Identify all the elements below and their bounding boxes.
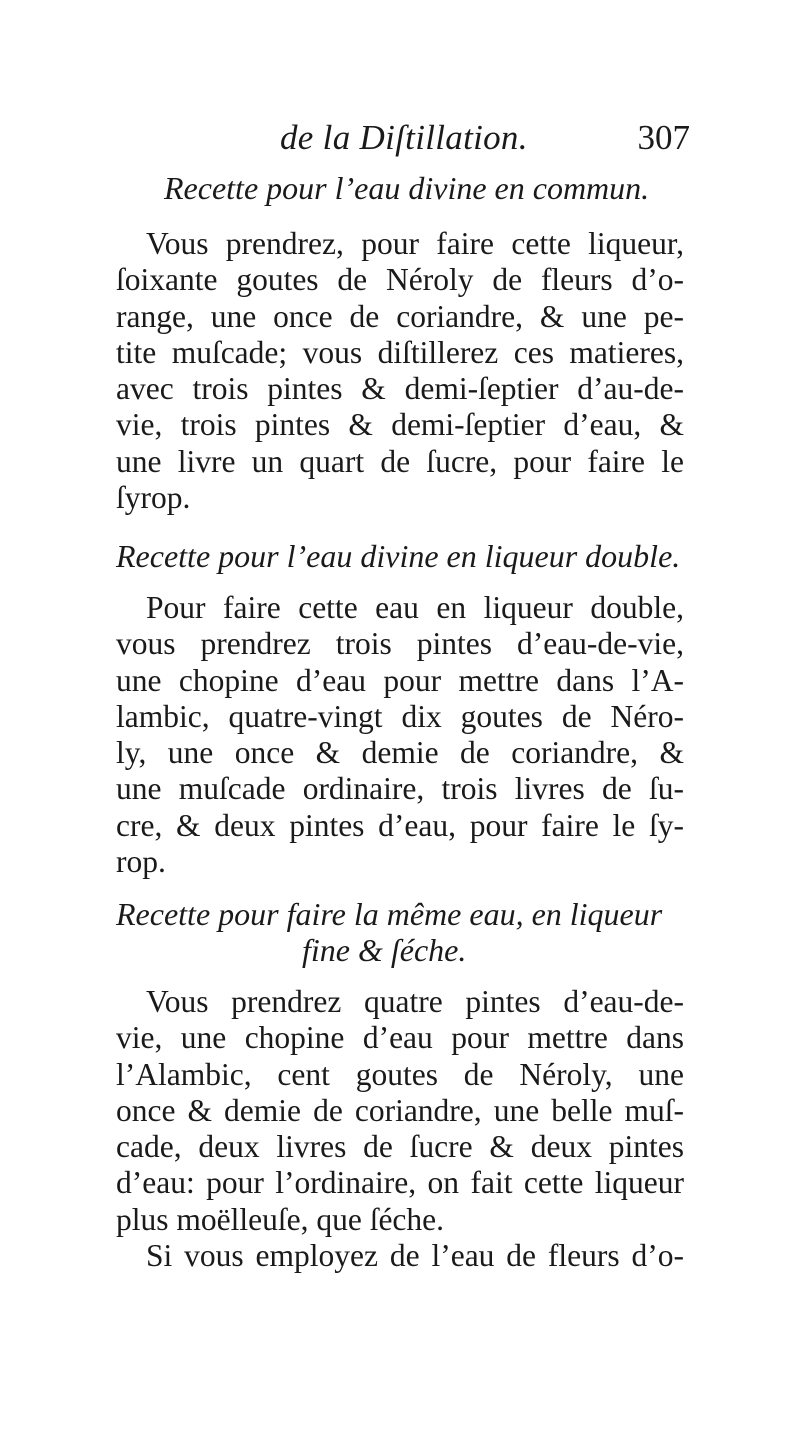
text-line: une muſcade ordinaire, trois livres de ſu-	[116, 771, 684, 807]
text-line: une chopine d’eau pour mettre dans l’A-	[116, 662, 684, 698]
text-line: vous prendrez trois pintes d’eau-de-vie,	[116, 626, 684, 662]
section-heading-continuation: fine & ſéche.	[302, 932, 467, 968]
section-heading: Recette pour l’eau divine en liqueur double.	[116, 538, 681, 574]
text-line: vie, une chopine d’eau pour mettre dans	[116, 1020, 684, 1056]
paragraph	[116, 984, 684, 1274]
text-line: ſoixante goutes de Néroly de fleurs d’o-	[116, 262, 684, 298]
text-line: once & demie de coriandre, une belle muſ-	[116, 1092, 684, 1128]
text-line: une livre un quart de ſucre, pour faire le	[116, 443, 684, 479]
text-line: ſyrop.	[116, 480, 191, 516]
text-line: d’eau: pour l’ordinaire, on fait cette liqueur	[116, 1165, 684, 1201]
running-title: de la Diſtillation.	[280, 118, 528, 157]
text-line: vie, trois pintes & demi-ſeptier d’eau, &	[116, 407, 684, 443]
section-heading: Recette pour faire la même eau, en liqueur	[116, 896, 663, 932]
paragraph	[116, 226, 684, 516]
text-line: Vous prendrez, pour faire cette liqueur,	[146, 226, 684, 261]
section-heading: Recette pour l’eau divine en commun.	[164, 170, 650, 206]
text-line: cre, & deux pintes d’eau, pour faire le ſy-	[116, 807, 684, 843]
text-line: tite muſcade; vous diſtillerez ces matieres,	[116, 334, 684, 370]
text-line: range, une once de coriandre, & une pe-	[116, 298, 684, 334]
text-line: Pour faire cette eau en liqueur double,	[146, 590, 684, 625]
page-number: 307	[637, 118, 690, 157]
running-head	[280, 118, 690, 168]
text-line: plus moëlleuſe, que ſéche.	[116, 1201, 445, 1237]
paragraph	[116, 590, 684, 880]
text-line: cade, deux livres de ſucre & deux pintes	[116, 1129, 684, 1165]
text-line: rop.	[116, 844, 166, 880]
text-line: lambic, quatre-vingt dix goutes de Néro-	[116, 698, 684, 734]
text-line: l’Alambic, cent goutes de Néroly, une	[116, 1056, 684, 1092]
text-line: Vous prendrez quatre pintes d’eau-de-	[146, 984, 684, 1019]
text-line: Si vous employez de l’eau de fleurs d’o-	[146, 1238, 684, 1274]
text-line: avec trois pintes & demi-ſeptier d’au-de-	[116, 371, 684, 407]
text-line: ly, une once & demie de coriandre, &	[116, 735, 684, 771]
